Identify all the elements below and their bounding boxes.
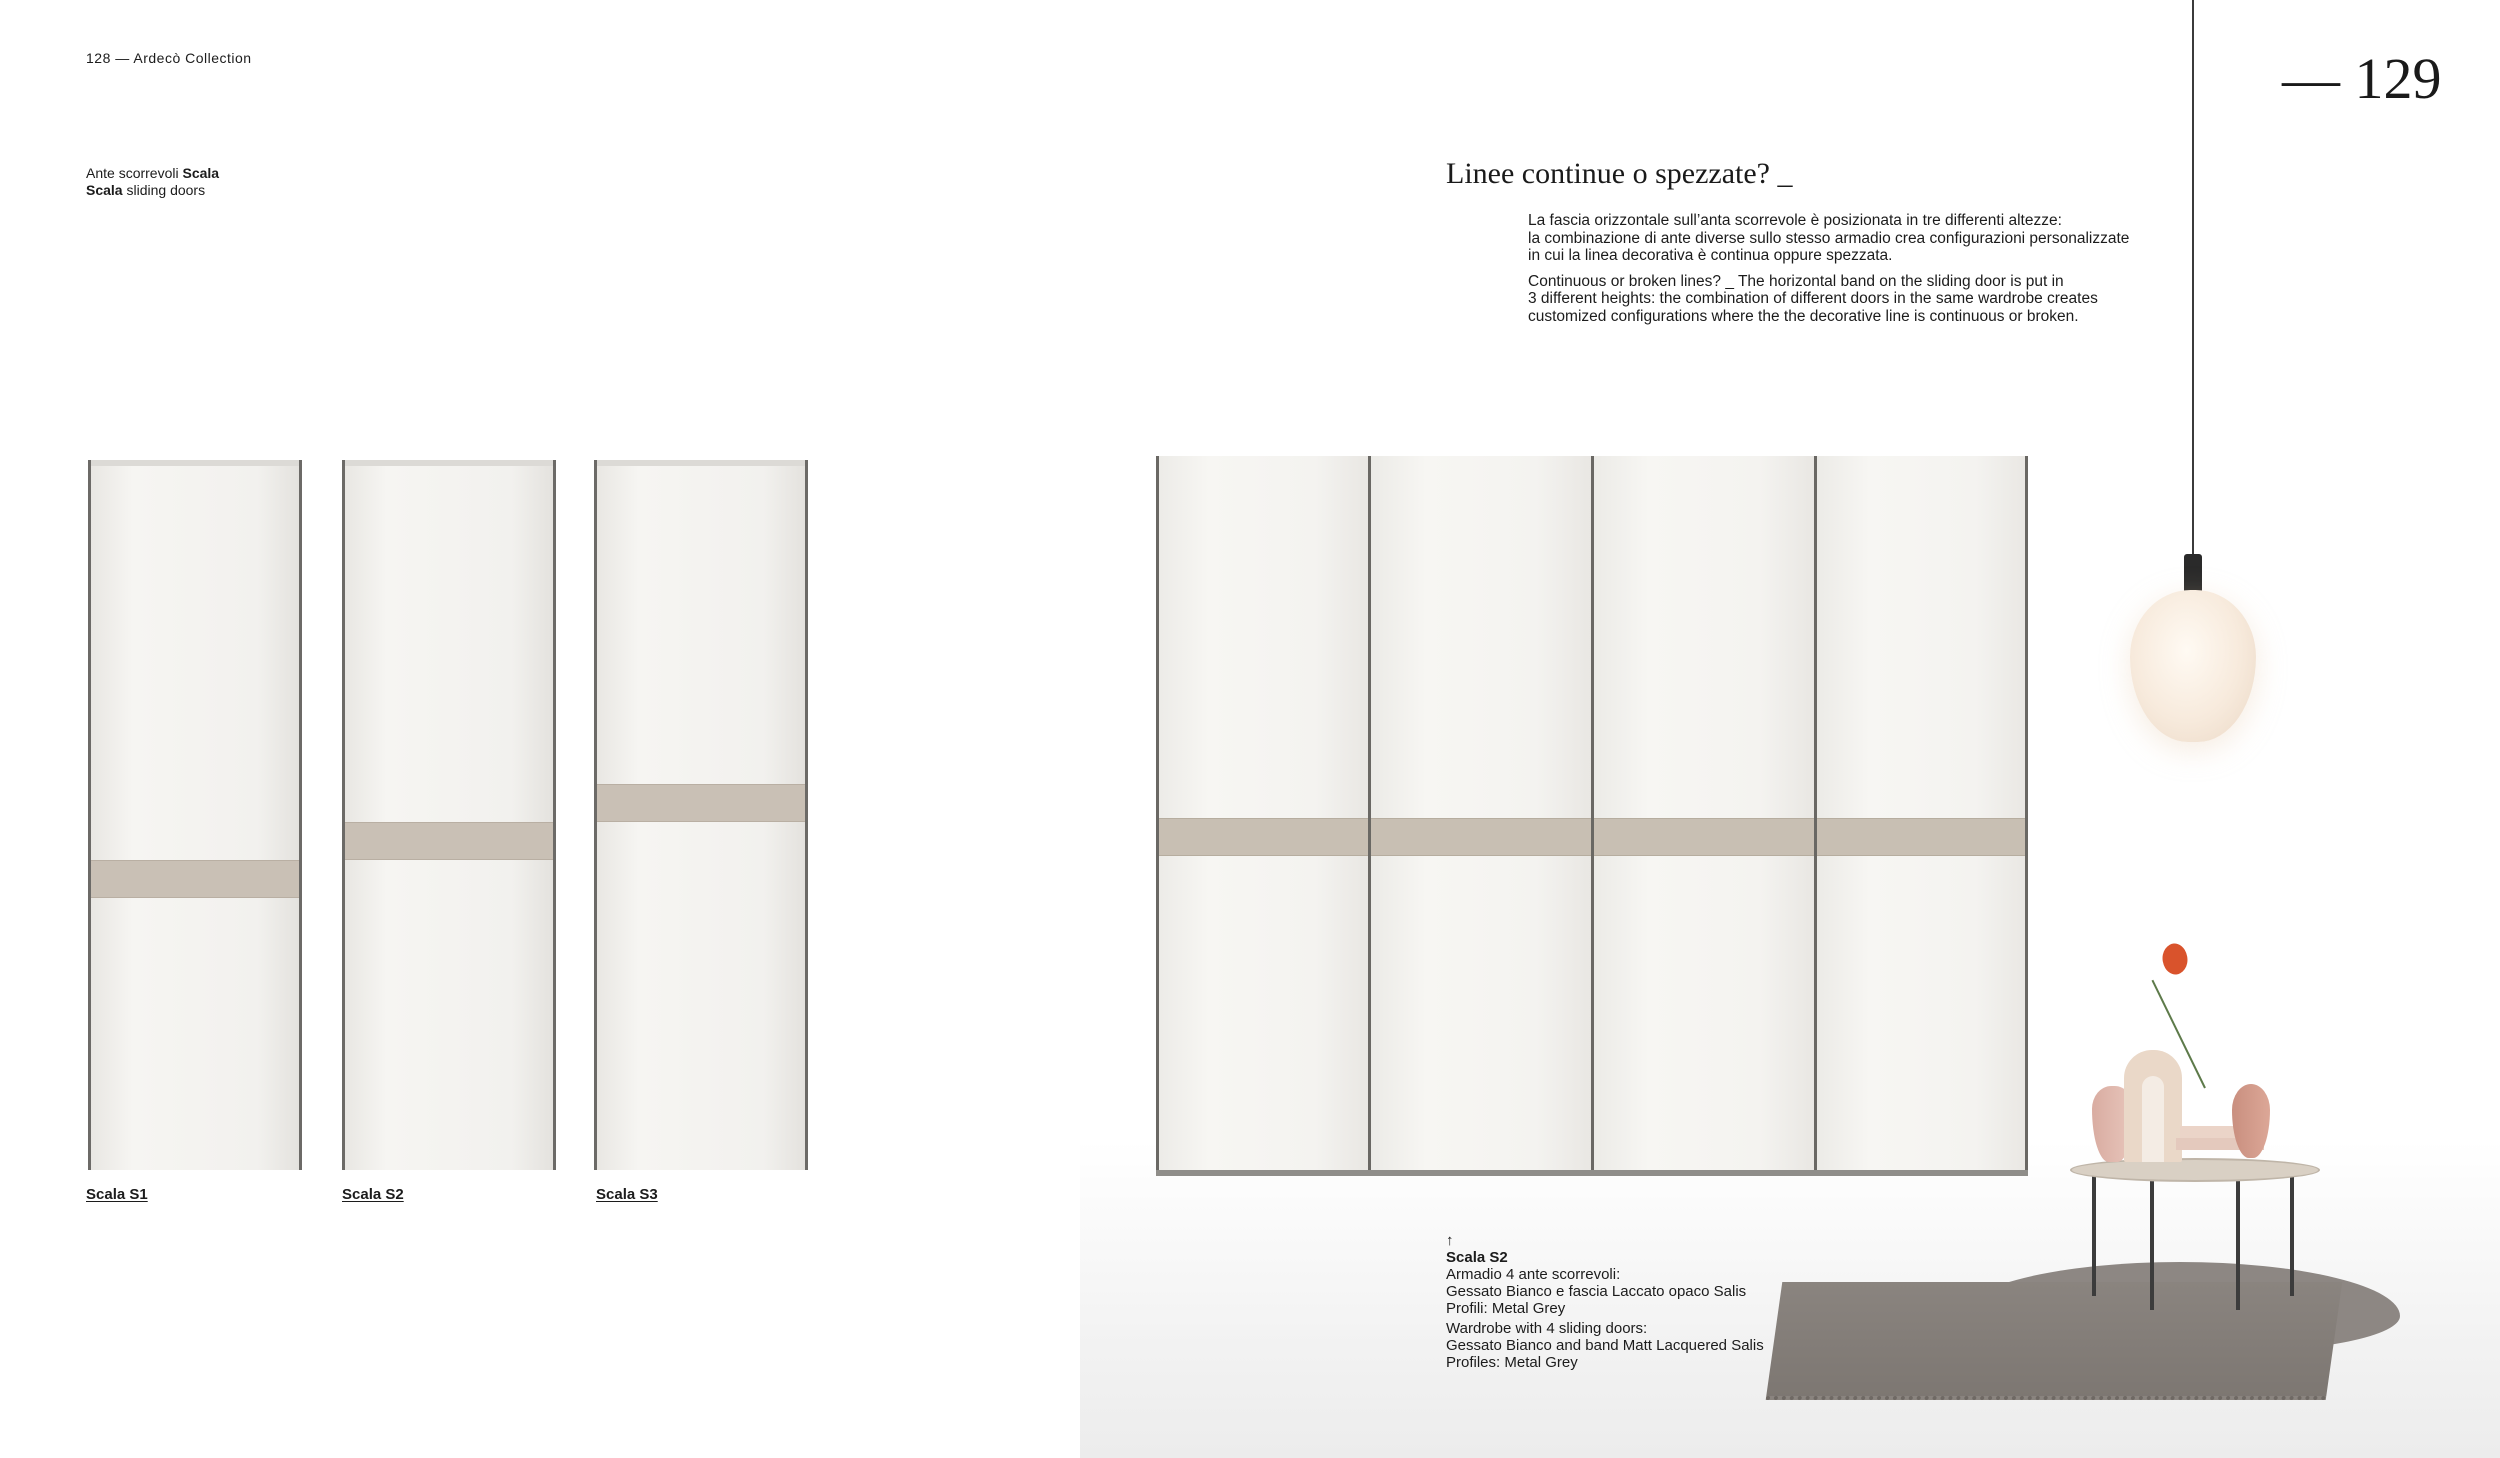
up-arrow-icon: ↑ [1446,1232,1454,1249]
wardrobe-profile [2025,456,2028,1170]
rug-rectangular [1766,1282,2343,1400]
right-page-folio: — 129 [2282,46,2442,111]
wardrobe-door-3 [1594,456,1814,1170]
door-band [91,860,299,898]
table-leg [2092,1176,2096,1296]
door-label-s2: Scala S2 [342,1186,404,1203]
wardrobe-profile [1368,456,1371,1170]
wardrobe-band [1817,818,2028,856]
wardrobe-base-rail [1156,1170,2028,1176]
pendant-lamp-shade [2130,590,2256,742]
table-leg [2236,1180,2240,1310]
door-scala-s2 [342,460,556,1170]
wardrobe-door-1 [1156,456,1368,1170]
door-band [345,822,553,860]
lamp-cord [2192,0,2194,556]
section-heading: Linee continue o spezzate? _ [1446,157,1793,190]
wardrobe-scala-s2 [1156,456,2028,1178]
wardrobe-profile [1591,456,1594,1170]
table-leg [2290,1176,2294,1296]
product-caption-title: Scala S2 [1446,1249,1508,1266]
wardrobe-profile [1156,456,1159,1170]
body-text-english: Continuous or broken lines? _ The horizontal band on the sliding door is put in 3 different heights: the combination of different doors in the same wardrobe creates customized configurations where the the decorative line is continuous or broken. [1528,272,2098,325]
arch-sculpture [2124,1050,2182,1162]
left-caption-line-1: Ante scorrevoli Scala [86,165,220,181]
door-band [597,784,805,822]
body-text-italian: La fascia orizzontale sull’anta scorrevole è posizionata in tre differenti altezze: la combinazione di ante diverse sullo stesso armadio crea configurazioni personalizzate in cui la linea decorativa è continua oppure spezzata. [1528,212,2130,264]
door-label-s1: Scala S1 [86,1186,148,1203]
wardrobe-band [1156,818,1368,856]
door-scala-s3 [594,460,808,1170]
wardrobe-profile [1814,456,1817,1170]
body-text [1528,212,2168,325]
lamp-fitting [2184,554,2202,594]
left-caption-line-2: Scala sliding doors [86,182,206,198]
left-page-folio: 128 — Ardecò Collection [86,50,252,66]
product-caption: ↑ Scala S2 Armadio 4 ante scorrevoli: Gessato Bianco e fascia Laccato opaco Salis Profili: Metal Grey Wardrobe with 4 sliding doors: Gessato Bianco and band Matt Lacquered Salis Profiles: Metal Grey [1446,1232,1766,1371]
wardrobe-band [1371,818,1591,856]
wardrobe-door-4 [1817,456,2028,1170]
door-label-s3: Scala S3 [596,1186,658,1203]
door-scala-s1 [88,460,302,1170]
wardrobe-band [1594,818,1814,856]
table-leg [2150,1180,2154,1310]
wardrobe-door-2 [1371,456,1591,1170]
left-caption [86,165,219,199]
red-flower [2156,940,2194,979]
